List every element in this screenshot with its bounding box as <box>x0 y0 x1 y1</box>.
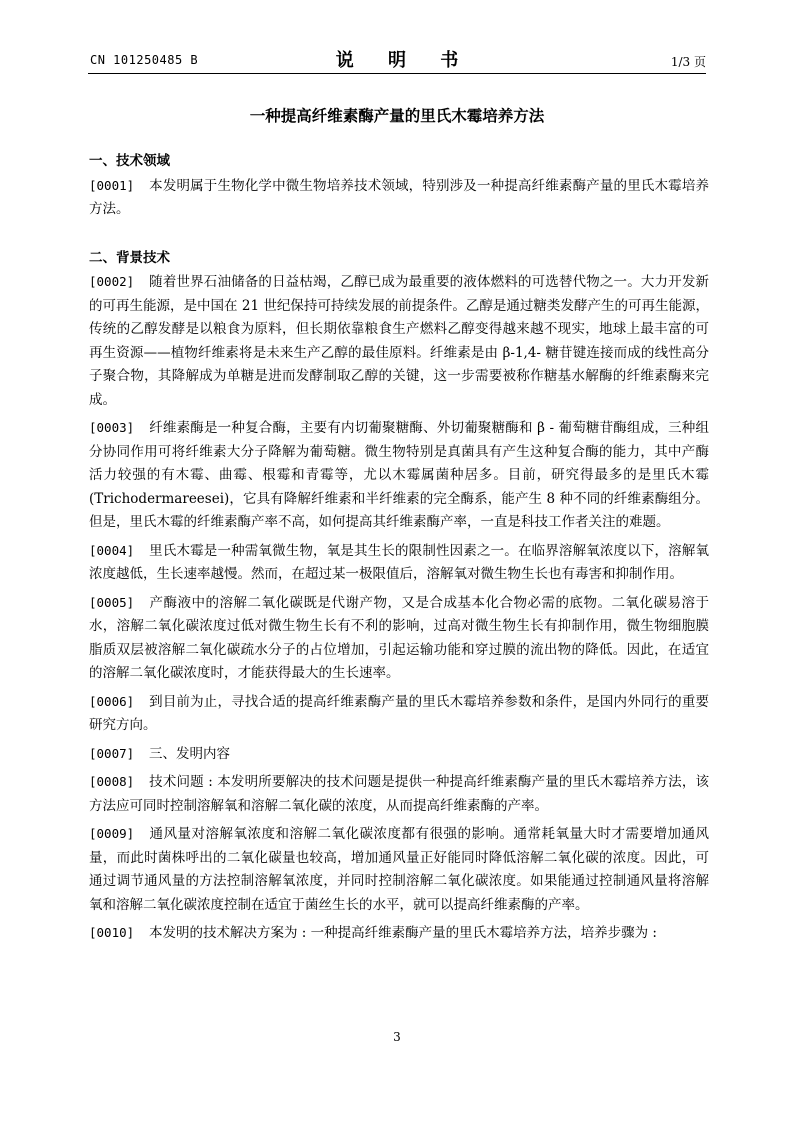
paragraph-0004 <box>89 539 709 587</box>
paragraph-0005 <box>89 591 709 686</box>
document-body <box>89 150 709 950</box>
document-type-heading: 说 明 书 <box>335 50 473 71</box>
paragraph-number: [0006] <box>89 693 135 709</box>
paragraph-number: [0001] <box>89 177 135 193</box>
paragraph-text: 三、发明内容 <box>149 745 230 762</box>
page-indicator: 1/3 页 <box>670 55 706 69</box>
paragraph-text: 里氏木霉是一种需氧微生物，氧是其生长的限制性因素之一。在临界溶解氧浓度以下，溶解氧浓度越低，生长速率越慢。然而，在超过某一极限值后，溶解氧对微生物生长也有毒害和抑制作用。 <box>89 542 709 582</box>
paragraph-text: 本发明的技术解决方案为 : 一种提高纤维素酶产量的里氏木霉培养方法，培养步骤为 : <box>149 925 657 941</box>
paragraph-0008 <box>89 770 709 818</box>
paragraph-text: 随着世界石油储备的日益枯竭，乙醇已成为最重要的液体燃料的可选替代物之一。大力开发新的可再生能源，是中国在 21 世纪保持可持续发展的前提条件。乙醇是通过糖类发酵产生的可再生能源，传统的乙醇发酵是以粮食为原料，但长期依靠粮食生产燃料乙醇变得越来越不现实，地球上最丰富的可再生资源——植物纤维素将是未来生产乙醇的最佳原料。纤维素是由 β-1,4- 糖苷键连接而成的线性高分子聚合物，其降解成为单糖是进而发酵制取乙醇的关键，这一步需要被称作糖基水解酶的纤维素酶来完成。 <box>89 274 709 408</box>
paragraph-number: [0003] <box>89 420 135 435</box>
paragraph-number: [0004] <box>89 542 135 558</box>
section-heading-background: 二、背景技术 <box>89 249 170 266</box>
paragraph-number: [0007] <box>89 745 135 761</box>
paragraph-text: 通风量对溶解氧浓度和溶解二氧化碳浓度都有很强的影响。通常耗氧量大时才需要增加通风量，而此时菌株呼出的二氧化碳量也较高，增加通风量正好能同时降低溶解二氧化碳的浓度。因此，可通过调节通风量的方法控制溶解氧浓度，并同时控制溶解二氧化碳浓度。如果能通过控制通风量将溶解氧和溶解二氧化碳浓度控制在适宜于菌丝生长的水平，就可以提高纤维素酶的产率。 <box>89 826 709 913</box>
paragraph-text: 技术问题 : 本发明所要解决的技术问题是提供一种提高纤维素酶产量的里氏木霉培养方法，该方法应可同时控制溶解氧和溶解二氧化碳的浓度，从而提高纤维素酶的产率。 <box>89 774 709 814</box>
paragraph-0002 <box>89 270 709 412</box>
paragraph-0001 <box>89 174 709 222</box>
page-number: 3 <box>393 1030 401 1044</box>
header-rule <box>88 73 706 74</box>
paragraph-text: 产酶液中的溶解二氧化碳既是代谢产物，又是合成基本化合物必需的底物。二氧化碳易溶于水，溶解二氧化碳浓度过低对微生物生长有不利的影响，过高对微生物生长有抑制作用，微生物细胞膜脂质双层被溶解二氧化碳疏水分子的占位增加，引起运输功能和穿过膜的流出物的降低。因此，在适宜的溶解二氧化碳浓度时，才能获得最大的生长速率。 <box>89 594 709 681</box>
paragraph-0009 <box>89 822 709 917</box>
patent-number: CN 101250485 B <box>90 53 199 67</box>
paragraph-text: 本发明属于生物化学中微生物培养技术领域，特别涉及一种提高纤维素酶产量的里氏木霉培养方法。 <box>89 177 709 217</box>
paragraph-text: 到目前为止，寻找合适的提高纤维素酶产量的里氏木霉培养参数和条件，是国内外同行的重要研究方向。 <box>89 693 709 733</box>
paragraph-number: [0002] <box>89 274 135 289</box>
section-gap <box>89 226 709 247</box>
document-title: 一种提高纤维素酶产量的里氏木霉培养方法 <box>249 106 545 125</box>
paragraph-text: 纤维素酶是一种复合酶，主要有内切葡聚糖酶、外切葡聚糖酶和 β - 葡萄糖苷酶组成，三种组分协同作用可将纤维素大分子降解为葡萄糖。微生物特别是真菌具有产生这种复合酶的能力，其中产酶活力较强的有木霉、曲霉、根霉和青霉等，尤以木霉属菌种居多。目前，研究得最多的是里氏木霉 (Trichodermareesei)，它具有降解纤维素和半纤维素的完全酶系，能产生 8 种不同的纤维素酶组分。但是，里氏木霉的纤维素酶产率不高，如何提高其纤维素酶产率，一直是科技工作者关注的难题。 <box>89 420 709 530</box>
paragraph-number: [0009] <box>89 826 135 841</box>
paragraph-0003 <box>89 416 709 535</box>
paragraph-0010 <box>89 921 709 946</box>
paragraph-number: [0008] <box>89 774 135 789</box>
paragraph-number: [0010] <box>89 925 135 940</box>
paragraph-number: [0005] <box>89 594 135 610</box>
paragraph-0006 <box>89 690 709 738</box>
paragraph-0007 <box>89 742 709 767</box>
section-heading-technical-field: 一、技术领域 <box>89 153 170 169</box>
